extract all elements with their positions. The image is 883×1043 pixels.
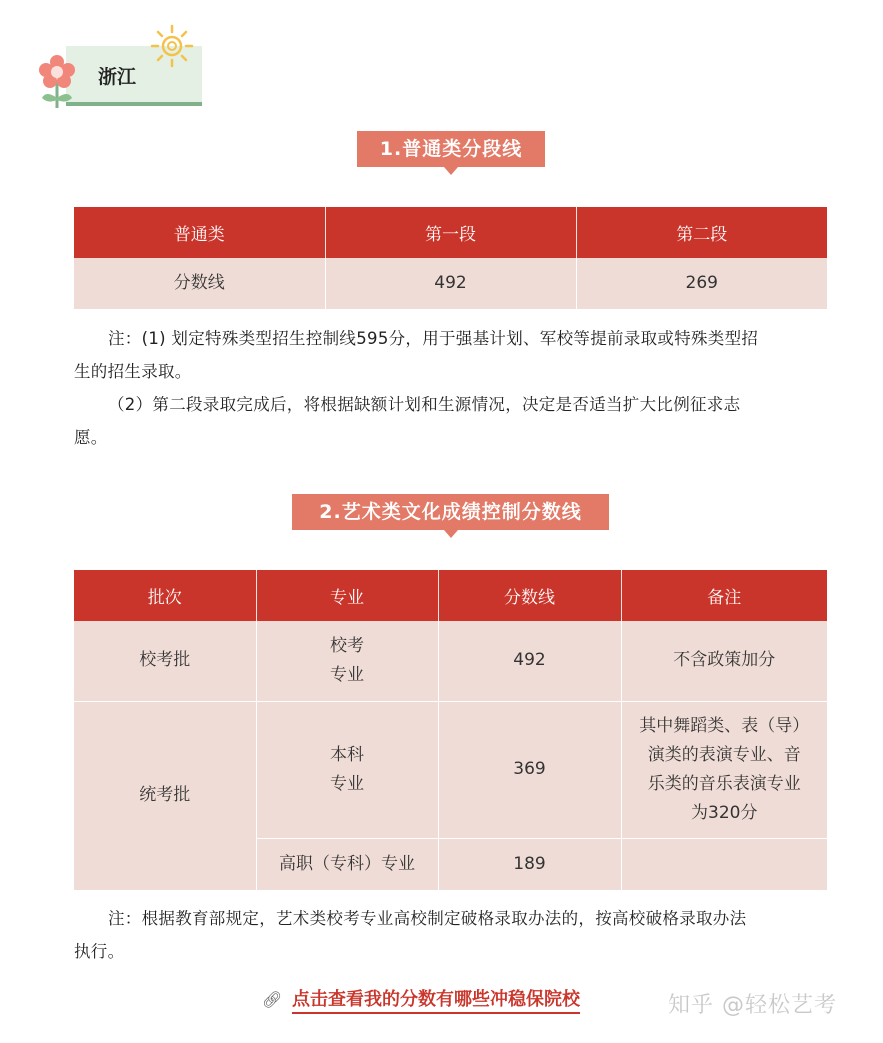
note-line: （2）第二段录取完成后，将根据缺额计划和生源情况，决定是否适当扩大比例征求志 <box>108 395 741 414</box>
table-header-cell: 第一段 <box>325 207 576 258</box>
major-cell: 高职（专科）专业 <box>256 838 438 890</box>
major-cell <box>256 621 438 701</box>
note-line: 愿。 <box>74 428 108 447</box>
table-header-cell: 批次 <box>74 570 256 621</box>
remark-cell <box>621 838 827 890</box>
note-line: 注：根据教育部规定，艺术类校考专业高校制定破格录取办法的，按高校破格录取办法 <box>108 909 747 928</box>
table-row <box>74 621 827 701</box>
school-link-row[interactable] <box>262 985 580 1011</box>
major-line: 专业 <box>330 773 364 794</box>
link-icon: 🔗︎ <box>262 990 283 1009</box>
score-cell: 369 <box>438 701 621 838</box>
remark-cell: 不含政策加分 <box>621 621 827 701</box>
table-cell: 分数线 <box>74 258 325 309</box>
table-cell: 492 <box>325 258 576 309</box>
section1-note <box>74 322 834 454</box>
note-line: 执行。 <box>74 942 125 961</box>
major-line: 校考 <box>330 635 364 656</box>
note-line: 注：(1) 划定特殊类型招生控制线595分，用于强基计划、军校等提前录取或特殊类型招 <box>108 329 759 348</box>
table-cell: 269 <box>576 258 827 309</box>
note-line: 生的招生录取。 <box>74 362 192 381</box>
watermark: 知乎 @轻松艺考 <box>668 993 837 1018</box>
remark-line: 为320分 <box>691 802 758 823</box>
score-cell: 189 <box>438 838 621 890</box>
batch-cell: 校考批 <box>74 621 256 701</box>
table-header-row <box>74 570 827 621</box>
table-header-cell: 分数线 <box>438 570 621 621</box>
table-header-cell: 备注 <box>621 570 827 621</box>
table-header-row <box>74 207 827 258</box>
remark-line: 其中舞蹈类、表（导） <box>639 715 810 736</box>
table-row <box>74 258 827 309</box>
art-score-table <box>74 570 827 891</box>
section2-title: 2.艺术类文化成绩控制分数线 <box>292 494 609 530</box>
major-cell <box>256 701 438 838</box>
section1-title: 1.普通类分段线 <box>357 131 545 167</box>
province-tag-underline <box>66 102 202 106</box>
sun-icon <box>150 24 194 68</box>
general-score-table <box>74 207 827 310</box>
province-name: 浙江 <box>98 66 137 88</box>
table-header-cell: 普通类 <box>74 207 325 258</box>
table-header-cell: 专业 <box>256 570 438 621</box>
section2-note <box>74 902 834 968</box>
remark-line: 演类的表演专业、音 <box>647 744 801 765</box>
major-line: 本科 <box>330 744 364 765</box>
school-link[interactable]: 点击查看我的分数有哪些冲稳保院校 <box>292 989 580 1014</box>
batch-cell: 统考批 <box>74 701 256 890</box>
table-header-cell: 第二段 <box>576 207 827 258</box>
table-row <box>74 701 827 838</box>
flower-icon <box>38 54 76 110</box>
score-cell: 492 <box>438 621 621 701</box>
major-line: 专业 <box>330 664 364 685</box>
remark-line: 乐类的音乐表演专业 <box>647 773 801 794</box>
remark-cell <box>621 701 827 838</box>
